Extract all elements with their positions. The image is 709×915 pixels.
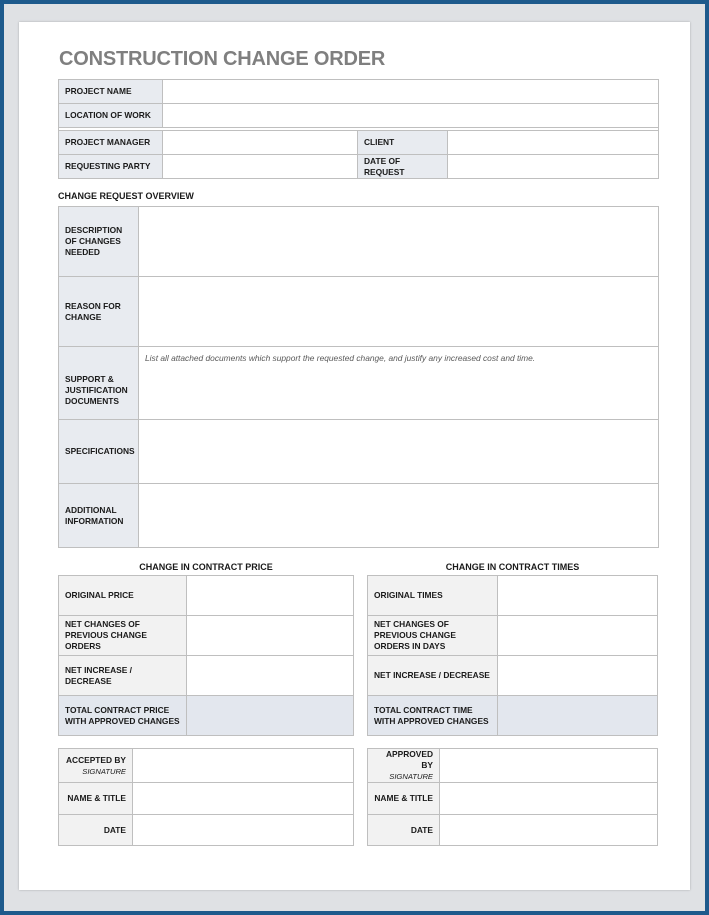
accepted-by-label [59,749,133,783]
support-label: SUPPORT & JUSTIFICATION DOCUMENTS [59,347,139,420]
original-times-label: ORIGINAL TIMES [368,576,498,616]
approved-signature-field[interactable] [440,749,658,783]
total-contract-price-label: TOTAL CONTRACT PRICE WITH APPROVED CHANGES [59,696,187,736]
accepted-by-text: ACCEPTED BY [65,754,126,765]
project-name-field[interactable] [163,80,659,104]
location-of-work-label: LOCATION OF WORK [59,104,163,128]
project-manager-field[interactable] [163,131,358,155]
accepted-date-label: DATE [59,815,133,846]
original-price-label: ORIGINAL PRICE [59,576,187,616]
approved-name-title-label: NAME & TITLE [368,783,440,815]
net-increase-times-label: NET INCREASE / DECREASE [368,656,498,696]
page-title: CONSTRUCTION CHANGE ORDER [59,48,386,70]
contract-times-table [367,575,658,736]
net-changes-price-label: NET CHANGES OF PREVIOUS CHANGE ORDERS [59,616,187,656]
reason-label: REASON FOR CHANGE [59,277,139,347]
net-increase-price-label: NET INCREASE / DECREASE [59,656,187,696]
original-times-field[interactable] [498,576,658,616]
net-changes-days-label: NET CHANGES OF PREVIOUS CHANGE ORDERS IN DAYS [368,616,498,656]
net-changes-price-field[interactable] [187,616,354,656]
client-field[interactable] [447,131,658,155]
reason-field[interactable] [139,277,659,347]
total-contract-time-field[interactable] [498,696,658,736]
approved-date-field[interactable] [440,815,658,846]
total-contract-price-field[interactable] [187,696,354,736]
additional-info-field[interactable] [139,484,659,548]
approved-signature-caption: SIGNATURE [389,772,433,781]
approved-by-label [368,749,440,783]
date-of-request-label: DATE OF REQUEST [357,155,447,179]
overview-table [58,206,659,548]
support-hint: List all attached documents which support the requested change, and justify any increased cost and time. [145,353,536,363]
net-changes-days-field[interactable] [498,616,658,656]
document-page [19,22,690,890]
accepted-signature-field[interactable] [133,749,354,783]
overview-heading: CHANGE REQUEST OVERVIEW [58,191,194,201]
net-increase-price-field[interactable] [187,656,354,696]
approved-date-label: DATE [368,815,440,846]
total-contract-time-label: TOTAL CONTRACT TIME WITH APPROVED CHANGES [368,696,498,736]
date-of-request-field[interactable] [447,155,658,179]
support-field[interactable] [139,347,659,420]
approved-by-text: APPROVED BY [385,749,433,770]
approved-name-title-field[interactable] [440,783,658,815]
accepted-date-field[interactable] [133,815,354,846]
project-name-label: PROJECT NAME [59,80,163,104]
approved-by-table [367,748,658,846]
requesting-party-field[interactable] [163,155,358,179]
requesting-party-label: REQUESTING PARTY [59,155,163,179]
project-manager-label: PROJECT MANAGER [59,131,163,155]
contract-price-table [58,575,354,736]
location-of-work-field[interactable] [163,104,659,128]
project-info-table [58,79,659,179]
specifications-field[interactable] [139,420,659,484]
net-increase-times-field[interactable] [498,656,658,696]
accepted-name-title-label: NAME & TITLE [59,783,133,815]
description-label: DESCRIPTION OF CHANGES NEEDED [59,207,139,277]
contract-price-heading: CHANGE IN CONTRACT PRICE [139,562,273,572]
client-label: CLIENT [357,131,447,155]
original-price-field[interactable] [187,576,354,616]
accepted-name-title-field[interactable] [133,783,354,815]
accepted-by-table [58,748,354,846]
description-field[interactable] [139,207,659,277]
contract-times-heading: CHANGE IN CONTRACT TIMES [445,562,580,572]
accepted-signature-caption: SIGNATURE [82,766,126,776]
specifications-label: SPECIFICATIONS [59,420,139,484]
additional-info-label: ADDITIONAL INFORMATION [59,484,139,548]
